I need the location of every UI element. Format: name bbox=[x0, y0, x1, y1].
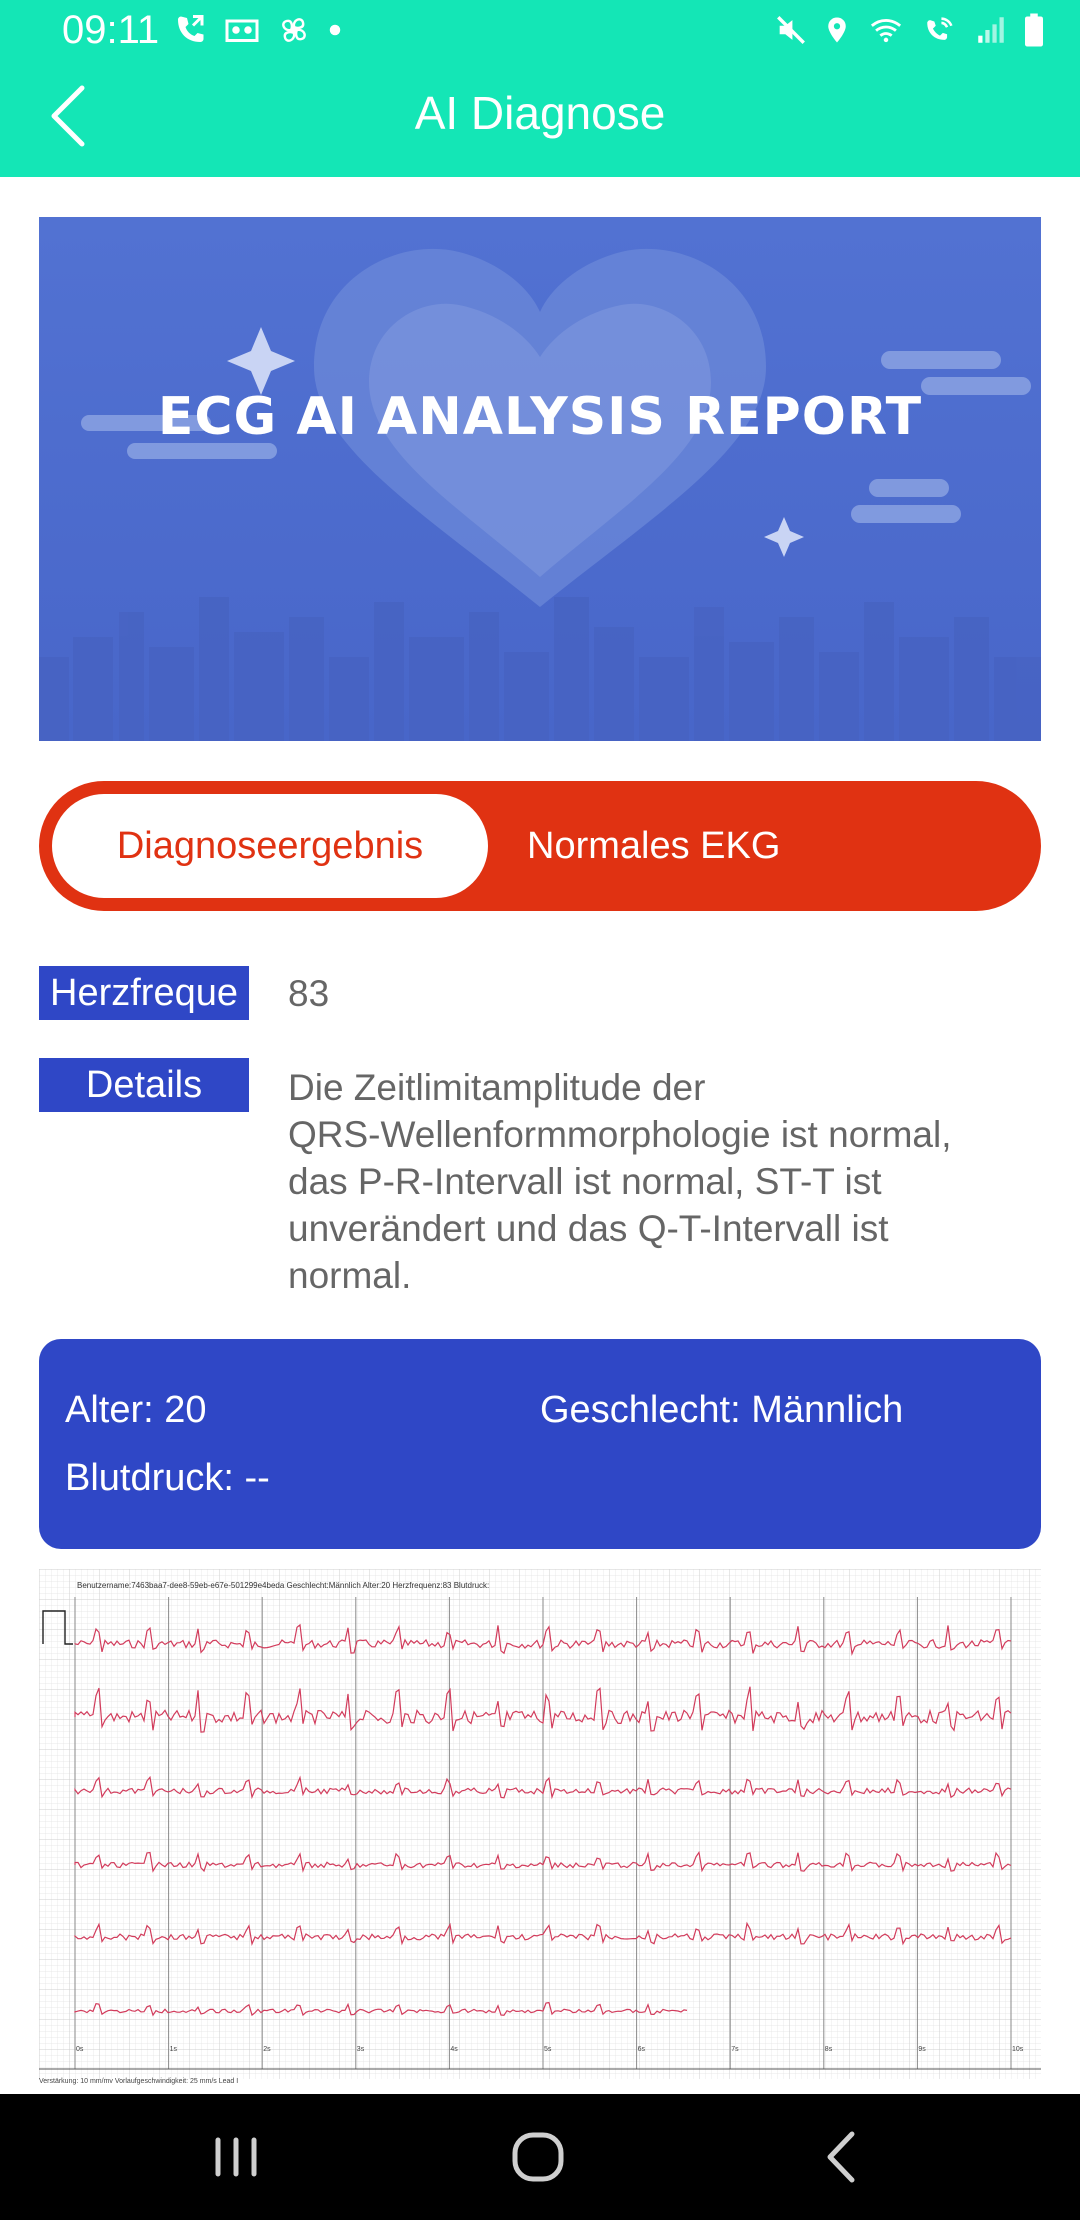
ecg-time-label: 7s bbox=[731, 2046, 739, 2053]
mute-icon bbox=[774, 13, 808, 47]
ecg-time-label: 9s bbox=[918, 2046, 926, 2053]
ecg-time-label: 2s bbox=[263, 2046, 271, 2053]
ecg-time-label: 0s bbox=[76, 2046, 84, 2053]
details-label: Details bbox=[39, 1058, 249, 1112]
details-line: unverändert und das Q-T-Intervall ist bbox=[288, 1208, 889, 1249]
age-text: Alter: 20 bbox=[65, 1389, 207, 1431]
diagnosis-label-chip bbox=[52, 794, 488, 898]
fan-icon bbox=[276, 12, 312, 48]
page-title: AI Diagnose bbox=[414, 87, 666, 139]
status-left-icons bbox=[172, 12, 344, 48]
wifi-icon bbox=[866, 13, 906, 47]
battery-icon bbox=[1022, 12, 1046, 48]
ecg-chart bbox=[39, 1569, 1041, 2092]
voicemail-icon bbox=[222, 12, 262, 48]
recents-icon[interactable] bbox=[196, 2122, 276, 2192]
home-icon[interactable] bbox=[498, 2122, 578, 2192]
patient-info-card bbox=[39, 1339, 1041, 1549]
ecg-time-label: 5s bbox=[544, 2046, 552, 2053]
ecg-time-label: 8s bbox=[824, 2046, 833, 2053]
details-line: QRS-Wellenformmorphologie ist normal, bbox=[288, 1114, 952, 1155]
status-time: 09:11 bbox=[62, 8, 160, 52]
details-line: Die Zeitlimitamplitude der bbox=[288, 1067, 706, 1108]
back-icon[interactable] bbox=[800, 2122, 880, 2192]
signal-icon bbox=[974, 13, 1008, 47]
banner-title: ECG AI ANALYSIS REPORT bbox=[157, 387, 923, 447]
gender-text: Geschlecht: Männlich bbox=[540, 1389, 904, 1431]
ecg-time-label: 4s bbox=[450, 2046, 458, 2053]
blood-pressure-text: Blutdruck: -- bbox=[65, 1457, 270, 1499]
ecg-graph bbox=[39, 1569, 1041, 2092]
status-right-icons bbox=[774, 12, 1046, 48]
dot-icon bbox=[326, 12, 344, 48]
heart-rate-value: 83 bbox=[288, 973, 330, 1014]
banner-illustration bbox=[39, 217, 1041, 741]
diagnosis-label: Diagnoseergebnis bbox=[116, 824, 424, 867]
details-line: normal. bbox=[288, 1255, 412, 1296]
details-line: das P-R-Intervall ist normal, ST-T ist bbox=[288, 1161, 882, 1202]
ecg-time-label: 3s bbox=[356, 2046, 365, 2053]
ecg-time-label: 6s bbox=[637, 2046, 646, 2053]
system-nav-bar bbox=[0, 2094, 1080, 2220]
app-bar bbox=[0, 0, 1080, 177]
ecg-time-label: 1s bbox=[169, 2046, 178, 2053]
heart-rate-label: Herzfreque bbox=[39, 966, 249, 1020]
ecg-footer-text: Verstärkung: 10 mm/mv Vorlaufgeschwindigkeit: 25 mm/s Lead I bbox=[39, 2078, 239, 2085]
diagnosis-value: Normales EKG bbox=[527, 825, 781, 867]
diagnosis-result bbox=[39, 781, 1041, 911]
ecg-header-text: Benutzername:7463baa7-dee8-59eb-e67e-501299e4beda Geschlecht:Männlich Alter:20 Herzfrequenz:83 Blutdruck: bbox=[77, 1581, 490, 1590]
report-banner bbox=[39, 217, 1041, 741]
call-forward-icon bbox=[172, 12, 208, 48]
wifi-call-icon bbox=[920, 13, 960, 47]
location-icon bbox=[822, 13, 852, 47]
details-text bbox=[288, 1064, 1048, 1299]
ecg-time-label: 10s bbox=[1012, 2046, 1024, 2053]
